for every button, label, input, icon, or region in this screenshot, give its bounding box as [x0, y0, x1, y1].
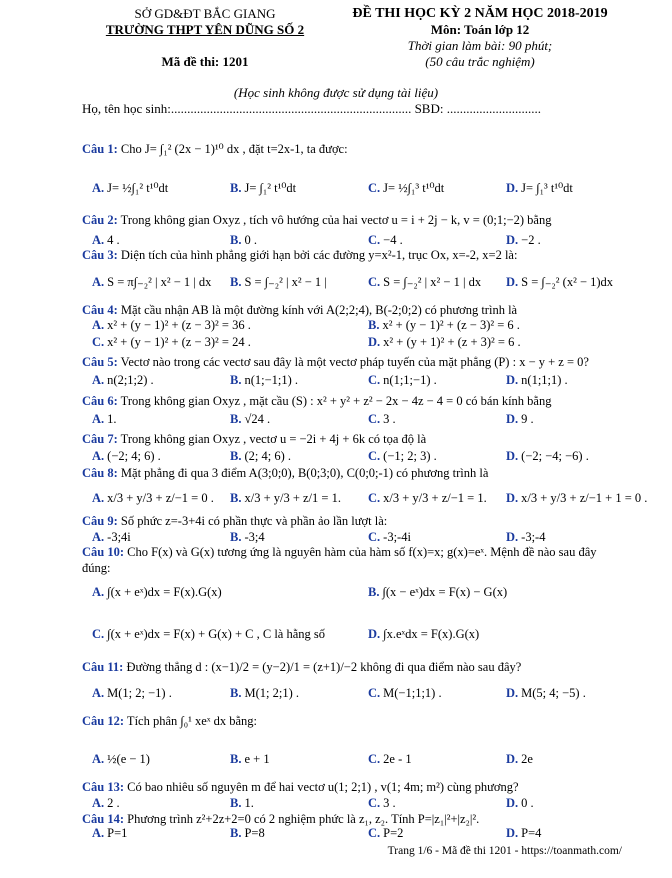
option-d [506, 752, 533, 767]
exam-subject: Môn: Toán lớp 12 [430, 22, 530, 37]
option-d [506, 686, 586, 701]
option-text: x/3 + y/3 + z/−1 = 1. [383, 491, 487, 505]
question-label: Câu 3: [82, 248, 118, 262]
question-13 [82, 780, 642, 795]
option-text: x/3 + y/3 + z/−1 + 1 = 0 . [521, 491, 648, 505]
option-text: M(1; 2; −1) . [107, 686, 172, 700]
option-d [506, 449, 589, 464]
option-text: ∫(x + eˣ)dx = F(x).G(x) [107, 585, 222, 599]
option-letter: A. [92, 412, 105, 426]
option-text: x/3 + y/3 + z/−1 = 0 . [107, 491, 214, 505]
option-b [230, 686, 299, 701]
option-text: (−1; 2; 3) . [383, 449, 437, 463]
option-text: 3 . [383, 796, 396, 810]
option-text: -3;4 [244, 530, 265, 544]
option-text: J= ∫₁³ t¹⁰dt [521, 181, 573, 195]
option-a [92, 274, 211, 290]
option-letter: C. [368, 412, 381, 426]
question-text: Cho F(x) và G(x) tương ứng là nguyên hàm của hàm số f(x)=x; g(x)=eˣ. Mệnh đề nào sau đây [124, 545, 597, 559]
option-a [92, 752, 150, 767]
option-text: n(1;−1;1) . [244, 373, 299, 387]
option-text: 2e [521, 752, 533, 766]
option-text: 1. [244, 796, 254, 810]
option-letter: A. [92, 318, 105, 332]
question-text: Trong không gian Oxyz , tích vô hướng của hai vectơ u = i + 2j − k, v = (0;1;−2) bằng [117, 213, 552, 227]
question-label: Câu 9: [82, 514, 118, 528]
question-5 [82, 355, 642, 370]
question-label: Câu 7: [82, 432, 118, 446]
school-name: TRƯỜNG THPT YÊN DŨNG SỐ 2 [105, 22, 305, 37]
question-4 [82, 303, 642, 318]
department-name: SỞ GD&ĐT BẮC GIANG [134, 6, 276, 21]
option-letter: C. [368, 449, 381, 463]
option-letter: C. [368, 373, 381, 387]
option-b [230, 491, 341, 506]
option-letter: B. [230, 233, 242, 247]
option-letter: C. [92, 335, 105, 349]
option-letter: B. [230, 796, 242, 810]
option-letter: D. [506, 412, 519, 426]
question-text: Có bao nhiêu số nguyên m để hai vectơ u(1; 2;1) , v(1; 4m; m²) cùng phương? [124, 780, 519, 794]
option-a [92, 318, 251, 333]
option-text: (2; 4; 6) . [244, 449, 291, 463]
option-text: ∫(x + eˣ)dx = F(x) + G(x) + C , C là hằng số [107, 627, 326, 641]
question-text: Diện tích của hình phẳng giới hạn bởi các đường y=x²-1, trục Ox, x=-2, x=2 là: [117, 248, 518, 262]
option-text: (−2; −4; −6) . [521, 449, 589, 463]
option-letter: C. [368, 796, 381, 810]
option-a [92, 373, 154, 388]
option-b [230, 796, 254, 811]
option-b [230, 233, 257, 248]
option-text: −4 . [383, 233, 403, 247]
option-text: 3 . [383, 412, 396, 426]
question-label: Câu 13: [82, 780, 125, 794]
option-a [92, 585, 222, 600]
question-label: Câu 2: [82, 213, 118, 227]
header-left [90, 6, 320, 70]
question-8 [82, 466, 642, 481]
option-d [368, 335, 521, 350]
exam-note: (Học sinh không được sử dụng tài liệu) [233, 85, 439, 100]
option-letter: B. [230, 491, 242, 505]
option-c [368, 412, 396, 427]
option-d [506, 530, 545, 545]
option-letter: C. [368, 530, 381, 544]
question-label: Câu 4: [82, 303, 118, 317]
exam-code: Mã đề thi: 1201 [161, 54, 249, 69]
option-d [368, 627, 479, 642]
option-letter: C. [368, 181, 381, 195]
option-b [230, 274, 327, 290]
option-text: 1. [107, 412, 117, 426]
option-a [92, 180, 168, 196]
option-letter: D. [506, 752, 519, 766]
option-letter: C. [368, 491, 381, 505]
question-text: Số phức z=-3+4i có phần thực và phần ảo lần lượt là: [117, 514, 388, 528]
option-text: 0 . [521, 796, 534, 810]
option-text: 9 . [521, 412, 534, 426]
option-text: x² + (y − 1)² + (z − 3)² = 36 . [107, 318, 251, 332]
option-text: M(5; 4; −5) . [521, 686, 586, 700]
option-letter: A. [92, 752, 105, 766]
question-label: Câu 5: [82, 355, 118, 369]
option-c [368, 449, 437, 464]
question-text: Vectơ nào trong các vectơ sau đây là một vectơ pháp tuyến của mặt phẳng (P) : x − y + z = 0? [117, 355, 589, 369]
option-a [92, 233, 120, 248]
option-text: P=8 [244, 826, 265, 840]
question-label: Câu 12: [82, 714, 125, 728]
option-text: J= ½∫₁² t¹⁰dt [107, 181, 169, 195]
option-letter: B. [230, 412, 242, 426]
student-info-line: Họ, tên học sinh:.......................................................................... SBD: ............................. [82, 101, 541, 116]
option-letter: A. [92, 686, 105, 700]
option-text: S = ∫₋₂² (x² − 1)dx [521, 275, 614, 289]
question-2 [82, 213, 642, 228]
question-14 [82, 812, 642, 827]
option-b [230, 530, 265, 545]
option-letter: C. [368, 752, 381, 766]
option-text: n(2;1;2) . [107, 373, 154, 387]
option-text: −2 . [521, 233, 541, 247]
option-a [92, 412, 117, 427]
option-letter: A. [92, 530, 105, 544]
option-c [92, 335, 251, 350]
option-text: P=4 [521, 826, 542, 840]
question-12 [82, 714, 642, 729]
option-d [506, 274, 613, 290]
option-letter: D. [506, 796, 519, 810]
option-letter: D. [368, 335, 381, 349]
option-text: M(1; 2;1) . [244, 686, 299, 700]
question-text: Đường thẳng d : (x−1)/2 = (y−2)/1 = (z+1)/−2 không đi qua điểm nào sau đây? [123, 660, 522, 674]
option-letter: B. [230, 826, 242, 840]
option-text: ½(e − 1) [107, 752, 150, 766]
option-text: J= ∫₁² t¹⁰dt [244, 181, 297, 195]
option-letter: D. [506, 826, 519, 840]
option-c [368, 530, 411, 545]
question-10 [82, 545, 642, 560]
option-letter: A. [92, 826, 105, 840]
option-a [92, 530, 131, 545]
option-text: P=2 [383, 826, 404, 840]
option-letter: D. [506, 373, 519, 387]
option-c [368, 180, 444, 196]
option-letter: B. [368, 585, 380, 599]
option-text: 4 . [107, 233, 120, 247]
option-letter: C. [92, 627, 105, 641]
option-letter: A. [92, 181, 105, 195]
option-text: S = π∫₋₂² | x² − 1 | dx [107, 275, 212, 289]
question-label: Câu 14: [82, 812, 125, 826]
option-a [92, 796, 120, 811]
option-text: x/3 + y/3 + z/1 = 1. [244, 491, 341, 505]
option-b [230, 752, 270, 767]
option-c [368, 752, 412, 767]
option-a [92, 491, 214, 506]
option-text: -3;-4 [521, 530, 546, 544]
option-text: ∫(x − eˣ)dx = F(x) − G(x) [382, 585, 508, 599]
question-6 [82, 394, 642, 409]
option-text: x² + (y − 1)² + (z − 3)² = 6 . [382, 318, 520, 332]
option-letter: D. [506, 449, 519, 463]
option-c [368, 274, 481, 290]
option-c [368, 826, 403, 841]
question-count: (50 câu trắc nghiệm) [425, 54, 535, 69]
option-c [368, 686, 442, 701]
option-d [506, 233, 541, 248]
option-text: n(1;1;1) . [521, 373, 568, 387]
option-c [368, 373, 437, 388]
question-label: Câu 11: [82, 660, 124, 674]
option-text: x² + (y + 1)² + (z + 3)² = 6 . [383, 335, 521, 349]
option-b [368, 318, 520, 333]
page-footer: Trang 1/6 - Mã đề thi 1201 - https://toanmath.com/ [387, 845, 622, 857]
option-letter: C. [368, 686, 381, 700]
option-c [92, 627, 325, 642]
option-d [506, 373, 568, 388]
option-letter: D. [506, 275, 519, 289]
question-11 [82, 660, 642, 675]
header-right [330, 6, 630, 70]
option-a [92, 686, 172, 701]
option-text: S = ∫₋₂² | x² − 1 | [244, 275, 327, 289]
exam-time: Thời gian làm bài: 90 phút; [407, 38, 553, 53]
option-letter: A. [92, 585, 105, 599]
option-letter: B. [230, 686, 242, 700]
option-b [230, 826, 265, 841]
option-letter: A. [92, 373, 105, 387]
option-text: 2e - 1 [383, 752, 412, 766]
question-text: Tích phân ∫₀¹ xeˣ dx bằng: [124, 714, 257, 728]
question-3 [82, 248, 642, 263]
option-text: x² + (y − 1)² + (z − 3)² = 24 . [107, 335, 251, 349]
option-letter: D. [506, 686, 519, 700]
option-letter: A. [92, 491, 105, 505]
question-label: Câu 10: [82, 545, 125, 559]
option-letter: D. [368, 627, 381, 641]
option-letter: B. [368, 318, 380, 332]
option-text: (−2; 4; 6) . [107, 449, 161, 463]
option-letter: C. [368, 233, 381, 247]
option-text: e + 1 [244, 752, 270, 766]
option-letter: D. [506, 233, 519, 247]
option-letter: B. [230, 449, 242, 463]
question-7 [82, 432, 642, 447]
question-text: Mặt cầu nhận AB là một đường kính với A(2;2;4), B(-2;0;2) có phương trình là [117, 303, 518, 317]
question-text: Phương trình z²+2z+2=0 có 2 nghiệm phức là z₁, z₂. Tính P=|z₁|²+|z₂|². [124, 812, 480, 826]
option-text: -3;4i [107, 530, 131, 544]
option-d [506, 180, 573, 196]
option-text: J= ½∫₁³ t¹⁰dt [383, 181, 445, 195]
option-letter: D. [506, 530, 519, 544]
option-a [92, 826, 127, 841]
option-text: 2 . [107, 796, 120, 810]
option-a [92, 449, 161, 464]
option-d [506, 491, 647, 506]
option-letter: B. [230, 181, 242, 195]
question-1 [82, 141, 642, 157]
question-text: Trong không gian Oxyz , mặt cầu (S) : x² + y² + z² − 2x − 4z − 4 = 0 có bán kính bằng [117, 394, 552, 408]
question-text: Cho J= ∫₁² (2x − 1)¹⁰ dx , đặt t=2x-1, ta được: [117, 142, 348, 156]
option-d [506, 796, 534, 811]
question-label: Câu 6: [82, 394, 118, 408]
option-letter: A. [92, 796, 105, 810]
option-d [506, 412, 534, 427]
option-text: M(−1;1;1) . [383, 686, 442, 700]
option-d [506, 826, 541, 841]
question-text: Mặt phẳng đi qua 3 điểm A(3;0;0), B(0;3;0), C(0;0;-1) có phương trình là [117, 466, 489, 480]
question-9 [82, 514, 642, 529]
question-text-continued: đúng: [82, 561, 111, 575]
option-c [368, 796, 396, 811]
option-letter: A. [92, 275, 105, 289]
option-text: n(1;1;−1) . [383, 373, 437, 387]
option-letter: A. [92, 233, 105, 247]
option-letter: B. [230, 752, 242, 766]
option-letter: A. [92, 449, 105, 463]
option-c [368, 233, 403, 248]
option-text: S = ∫₋₂² | x² − 1 | dx [383, 275, 482, 289]
option-letter: D. [506, 491, 519, 505]
option-letter: D. [506, 181, 519, 195]
option-letter: C. [368, 275, 381, 289]
option-text: P=1 [107, 826, 128, 840]
option-b [368, 585, 507, 600]
option-b [230, 449, 291, 464]
option-letter: B. [230, 373, 242, 387]
question-label: Câu 8: [82, 466, 118, 480]
option-text: √24 . [244, 412, 271, 426]
option-letter: B. [230, 530, 242, 544]
option-b [230, 180, 296, 196]
option-text: 0 . [244, 233, 257, 247]
option-letter: C. [368, 826, 381, 840]
option-text: ∫x.eˣdx = F(x).G(x) [383, 627, 480, 641]
option-b [230, 412, 270, 427]
option-b [230, 373, 298, 388]
exam-title: ĐỀ THI HỌC KỲ 2 NĂM HỌC 2018-2019 [352, 6, 608, 21]
option-text: -3;-4i [383, 530, 411, 544]
option-c [368, 491, 487, 506]
option-letter: B. [230, 275, 242, 289]
question-text: Trong không gian Oxyz , vectơ u = −2i + 4j + 6k có tọa độ là [117, 432, 427, 446]
question-label: Câu 1: [82, 142, 118, 156]
